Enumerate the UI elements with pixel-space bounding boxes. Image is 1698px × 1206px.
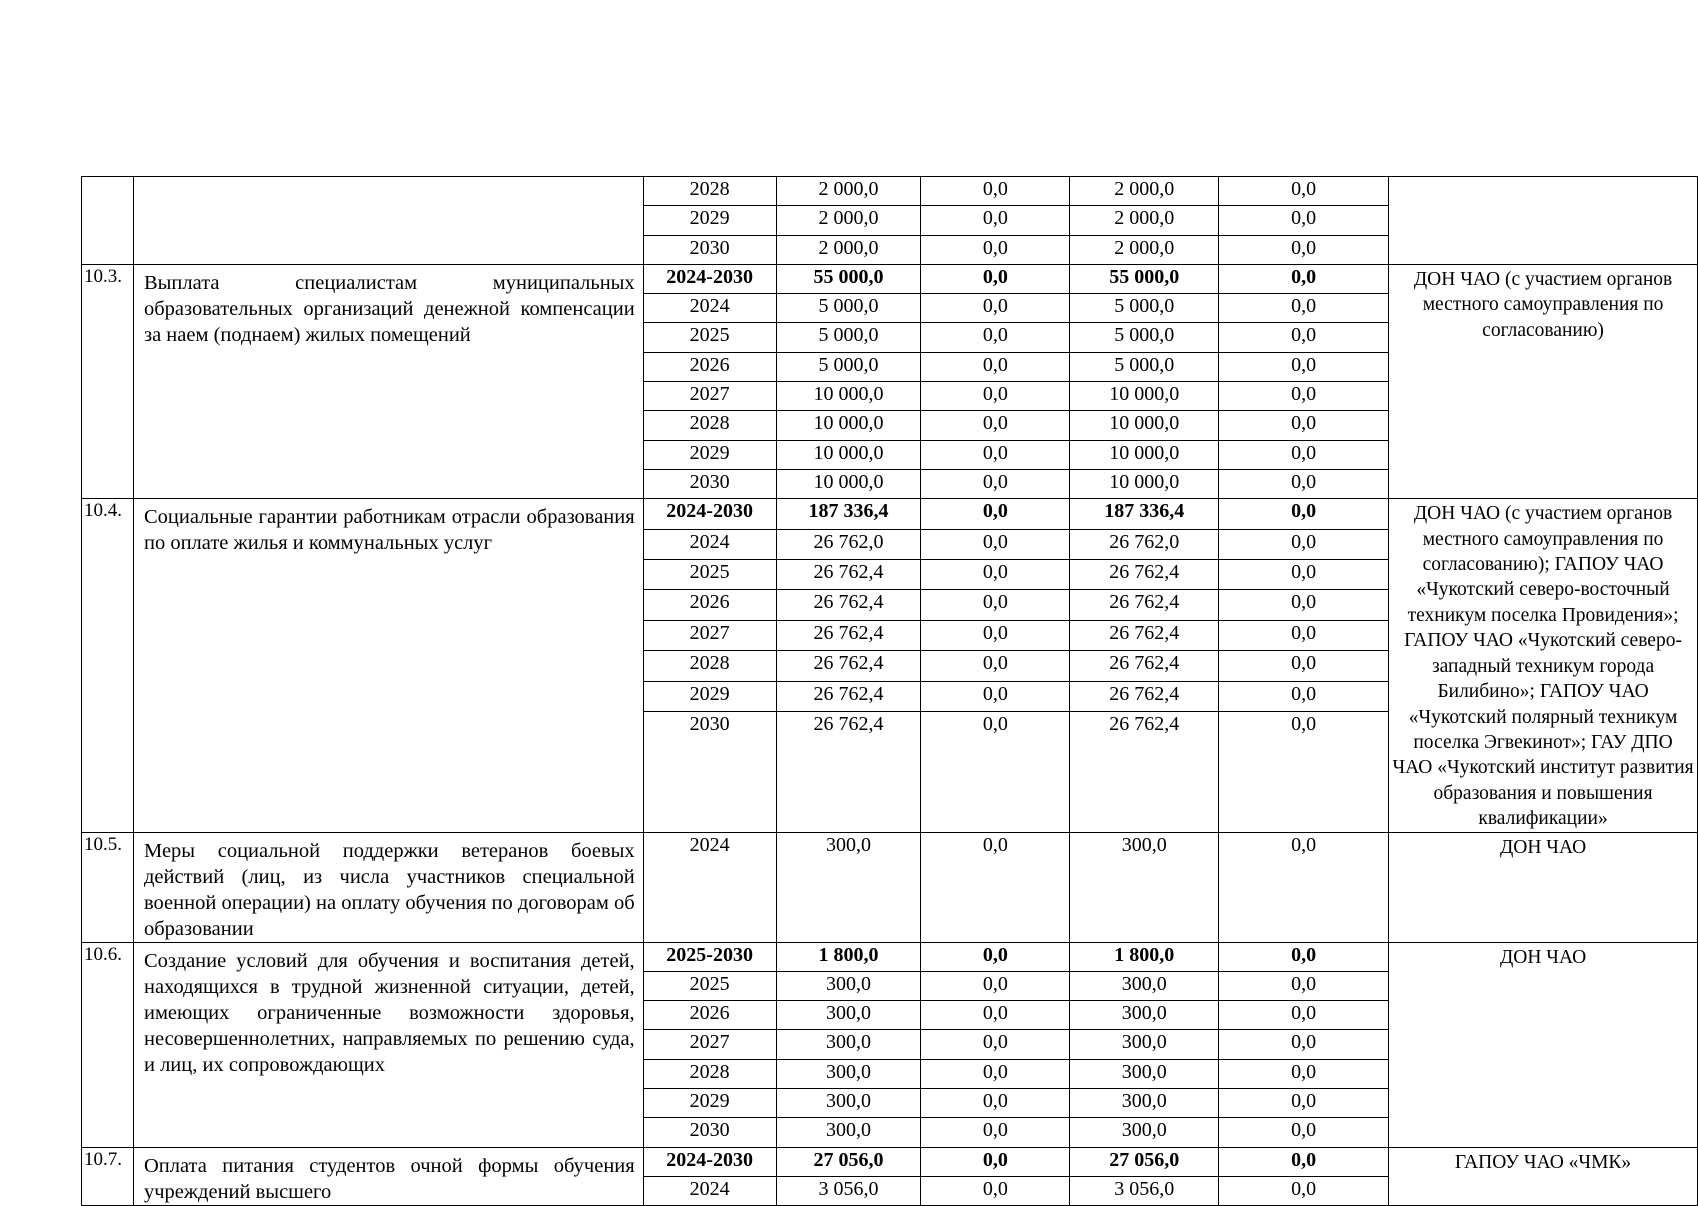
measure-row-first [82,499,1698,529]
federal-budget-cell: 0,0 [921,1118,1070,1147]
regional-budget-cell: 1 800,0 [1070,942,1219,971]
year-cell: 2024 [643,529,776,559]
other-sources-cell: 0,0 [1219,235,1389,264]
year-cell: 2024 [643,832,776,942]
measure-title: Меры социальной поддержки ветеранов боевых действий (лиц, из числа участников специальной военной операции) на оплату обучения по договорам об образовании [133,832,643,942]
federal-budget-cell: 0,0 [921,440,1070,469]
total-amount-cell: 26 762,4 [776,590,921,620]
total-amount-cell: 5 000,0 [776,352,921,381]
executor-cell: ДОН ЧАО (с участием органов местного самоуправления по согласованию) [1389,264,1698,498]
year-cell: 2030 [643,469,776,498]
regional-budget-cell: 27 056,0 [1070,1147,1219,1176]
total-amount-cell: 27 056,0 [776,1147,921,1176]
other-sources-cell: 0,0 [1219,529,1389,559]
other-sources-cell: 0,0 [1219,1176,1389,1205]
regional-budget-cell: 5 000,0 [1070,352,1219,381]
year-cell: 2029 [643,206,776,235]
total-amount-cell: 55 000,0 [776,264,921,293]
other-sources-cell: 0,0 [1219,206,1389,235]
measure-row-first [82,264,1698,293]
year-cell: 2024-2030 [643,264,776,293]
total-amount-cell: 300,0 [776,1059,921,1088]
federal-budget-cell: 0,0 [921,971,1070,1000]
other-sources-cell: 0,0 [1219,440,1389,469]
federal-budget-cell: 0,0 [921,264,1070,293]
federal-budget-cell: 0,0 [921,1001,1070,1030]
other-sources-cell: 0,0 [1219,264,1389,293]
other-sources-cell: 0,0 [1219,1089,1389,1118]
total-amount-cell: 10 000,0 [776,469,921,498]
regional-budget-cell: 300,0 [1070,1001,1219,1030]
regional-budget-cell: 26 762,4 [1070,651,1219,681]
measure-number: 10.3. [82,264,134,498]
year-cell: 2024-2030 [643,499,776,529]
other-sources-cell: 0,0 [1219,590,1389,620]
federal-budget-cell: 0,0 [921,323,1070,352]
year-cell: 2024 [643,294,776,323]
regional-budget-cell: 2 000,0 [1070,235,1219,264]
year-cell: 2025 [643,971,776,1000]
regional-budget-cell: 26 762,0 [1070,529,1219,559]
executor-cell: ДОН ЧАО [1389,942,1698,1147]
year-cell: 2026 [643,1001,776,1030]
total-amount-cell: 2 000,0 [776,206,921,235]
federal-budget-cell: 0,0 [921,712,1070,832]
federal-budget-cell: 0,0 [921,294,1070,323]
regional-budget-cell: 5 000,0 [1070,294,1219,323]
regional-budget-cell: 2 000,0 [1070,206,1219,235]
measure-number: 10.7. [82,1147,134,1206]
year-cell: 2025 [643,323,776,352]
total-amount-cell: 300,0 [776,1089,921,1118]
measure-title: Выплата специалистам муниципальных образовательных организаций денежной компенсации за наем (поднаем) жилых помещений [133,264,643,498]
total-amount-cell: 2 000,0 [776,177,921,206]
other-sources-cell: 0,0 [1219,294,1389,323]
total-amount-cell: 3 056,0 [776,1176,921,1205]
federal-budget-cell: 0,0 [921,1030,1070,1059]
total-amount-cell: 2 000,0 [776,235,921,264]
total-amount-cell: 10 000,0 [776,382,921,411]
federal-budget-cell: 0,0 [921,411,1070,440]
measure-title: Создание условий для обучения и воспитания детей, находящихся в трудной жизненной ситуации, детей, имеющих ограниченные возможности здоровья, несовершеннолетних, направляемых по решению суда, и лиц, их сопровождающих [133,942,643,1147]
executor-cell [1389,177,1698,265]
year-cell: 2030 [643,712,776,832]
executor-cell: ДОН ЧАО [1389,832,1698,942]
other-sources-cell: 0,0 [1219,712,1389,832]
federal-budget-cell: 0,0 [921,177,1070,206]
regional-budget-cell: 187 336,4 [1070,499,1219,529]
total-amount-cell: 26 762,0 [776,529,921,559]
other-sources-cell: 0,0 [1219,469,1389,498]
regional-budget-cell: 55 000,0 [1070,264,1219,293]
year-cell: 2025 [643,560,776,590]
measure-row-first [82,942,1698,971]
other-sources-cell: 0,0 [1219,382,1389,411]
total-amount-cell: 1 800,0 [776,942,921,971]
year-cell: 2026 [643,352,776,381]
federal-budget-cell: 0,0 [921,590,1070,620]
federal-budget-cell: 0,0 [921,469,1070,498]
federal-budget-cell: 0,0 [921,620,1070,650]
other-sources-cell: 0,0 [1219,1118,1389,1147]
total-amount-cell: 26 762,4 [776,620,921,650]
measure-number: 10.6. [82,942,134,1147]
year-cell: 2028 [643,1059,776,1088]
other-sources-cell: 0,0 [1219,1147,1389,1176]
total-amount-cell: 300,0 [776,971,921,1000]
regional-budget-cell: 26 762,4 [1070,712,1219,832]
regional-budget-cell: 26 762,4 [1070,590,1219,620]
other-sources-cell: 0,0 [1219,177,1389,206]
year-cell: 2029 [643,440,776,469]
total-amount-cell: 187 336,4 [776,499,921,529]
regional-budget-cell: 10 000,0 [1070,440,1219,469]
total-amount-cell: 26 762,4 [776,651,921,681]
regional-budget-cell: 2 000,0 [1070,177,1219,206]
year-cell: 2028 [643,651,776,681]
executor-cell: ГАПОУ ЧАО «ЧМК» [1389,1147,1698,1206]
other-sources-cell: 0,0 [1219,323,1389,352]
measure-row-first [82,1147,1698,1176]
total-amount-cell: 5 000,0 [776,323,921,352]
total-amount-cell: 10 000,0 [776,411,921,440]
year-cell: 2029 [643,681,776,711]
regional-budget-cell: 300,0 [1070,1059,1219,1088]
year-cell: 2029 [643,1089,776,1118]
year-cell: 2030 [643,235,776,264]
other-sources-cell: 0,0 [1219,560,1389,590]
other-sources-cell: 0,0 [1219,499,1389,529]
federal-budget-cell: 0,0 [921,681,1070,711]
regional-budget-cell: 10 000,0 [1070,382,1219,411]
regional-budget-cell: 26 762,4 [1070,560,1219,590]
other-sources-cell: 0,0 [1219,942,1389,971]
federal-budget-cell: 0,0 [921,560,1070,590]
year-cell: 2028 [643,411,776,440]
federal-budget-cell: 0,0 [921,1059,1070,1088]
federal-budget-cell: 0,0 [921,1147,1070,1176]
year-cell: 2028 [643,177,776,206]
total-amount-cell: 10 000,0 [776,440,921,469]
federal-budget-cell: 0,0 [921,832,1070,942]
other-sources-cell: 0,0 [1219,681,1389,711]
regional-budget-cell: 300,0 [1070,1118,1219,1147]
federal-budget-cell: 0,0 [921,206,1070,235]
measure-row-first [82,832,1698,942]
regional-budget-cell: 300,0 [1070,832,1219,942]
federal-budget-cell: 0,0 [921,1176,1070,1205]
total-amount-cell: 26 762,4 [776,560,921,590]
regional-budget-cell: 300,0 [1070,971,1219,1000]
regional-budget-cell: 3 056,0 [1070,1176,1219,1205]
year-cell: 2024 [643,1176,776,1205]
year-cell: 2030 [643,1118,776,1147]
total-amount-cell: 300,0 [776,1001,921,1030]
other-sources-cell: 0,0 [1219,620,1389,650]
year-cell: 2027 [643,1030,776,1059]
measure-number: 10.5. [82,832,134,942]
federal-budget-cell: 0,0 [921,529,1070,559]
executor-cell: ДОН ЧАО (с участием органов местного самоуправления по согласованию); ГАПОУ ЧАО «Чукотский северо-восточный техникум поселка Провидения»; ГАПОУ ЧАО «Чукотский северо-западный техникум города Билибино»; ГАПОУ ЧАО «Чукотский полярный техникум поселка Эгвекинот»; ГАУ ДПО ЧАО «Чукотский институт развития образования и повышения квалификации» [1389,499,1698,832]
year-cell: 2025-2030 [643,942,776,971]
measure-number: 10.4. [82,499,134,832]
federal-budget-cell: 0,0 [921,651,1070,681]
regional-budget-cell: 5 000,0 [1070,323,1219,352]
year-cell: 2024-2030 [643,1147,776,1176]
total-amount-cell: 5 000,0 [776,294,921,323]
other-sources-cell: 0,0 [1219,1059,1389,1088]
other-sources-cell: 0,0 [1219,832,1389,942]
regional-budget-cell: 26 762,4 [1070,681,1219,711]
year-cell: 2027 [643,620,776,650]
regional-budget-cell: 10 000,0 [1070,411,1219,440]
federal-budget-cell: 0,0 [921,352,1070,381]
federal-budget-cell: 0,0 [921,499,1070,529]
total-amount-cell: 300,0 [776,1118,921,1147]
federal-budget-cell: 0,0 [921,942,1070,971]
federal-budget-cell: 0,0 [921,382,1070,411]
measure-title [133,177,643,265]
year-cell: 2026 [643,590,776,620]
total-amount-cell: 300,0 [776,1030,921,1059]
measure-row-first [82,177,1698,206]
other-sources-cell: 0,0 [1219,352,1389,381]
budget-table [81,176,1698,1206]
federal-budget-cell: 0,0 [921,235,1070,264]
other-sources-cell: 0,0 [1219,971,1389,1000]
other-sources-cell: 0,0 [1219,1001,1389,1030]
regional-budget-cell: 26 762,4 [1070,620,1219,650]
total-amount-cell: 300,0 [776,832,921,942]
measure-title: Оплата питания студентов очной формы обучения учреждений высшего [133,1147,643,1206]
other-sources-cell: 0,0 [1219,651,1389,681]
measure-title: Социальные гарантии работникам отрасли образования по оплате жилья и коммунальных услуг [133,499,643,832]
regional-budget-cell: 10 000,0 [1070,469,1219,498]
total-amount-cell: 26 762,4 [776,681,921,711]
measure-number [82,177,134,265]
total-amount-cell: 26 762,4 [776,712,921,832]
federal-budget-cell: 0,0 [921,1089,1070,1118]
other-sources-cell: 0,0 [1219,1030,1389,1059]
regional-budget-cell: 300,0 [1070,1030,1219,1059]
year-cell: 2027 [643,382,776,411]
other-sources-cell: 0,0 [1219,411,1389,440]
regional-budget-cell: 300,0 [1070,1089,1219,1118]
